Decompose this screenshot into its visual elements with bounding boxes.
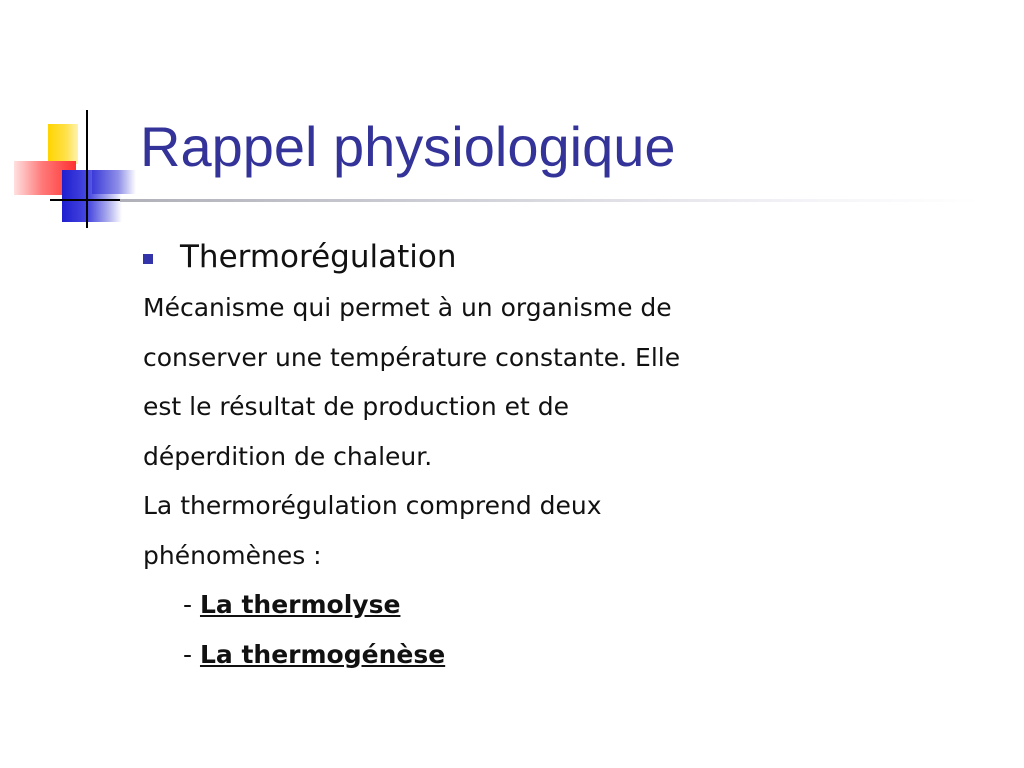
paragraph-line: La thermorégulation comprend deux	[143, 491, 602, 520]
thermolyse-link[interactable]: La thermolyse	[199, 590, 401, 619]
horizontal-line-decoration	[50, 199, 122, 201]
slide-content	[143, 234, 843, 679]
thermogenese-link[interactable]: La thermogénèse	[199, 639, 446, 669]
blue-fade-decoration	[92, 170, 136, 194]
slide-logo-decoration	[0, 0, 150, 240]
paragraph-line: Mécanisme qui permet à un organisme de	[143, 293, 672, 322]
paragraph-line: phénomènes :	[143, 540, 322, 570]
yellow-square-decoration	[48, 124, 78, 164]
sub-item-thermolyse	[143, 580, 843, 630]
sub-item-prefix: -	[183, 639, 200, 669]
sub-item-thermogenese	[143, 630, 843, 680]
title-underline-rule	[120, 199, 980, 202]
sub-item-prefix: -	[183, 590, 200, 619]
paragraph-line: est le résultat de production et de	[143, 392, 569, 421]
paragraph-line: déperdition de chaleur.	[143, 441, 433, 471]
slide-title: Rappel physiologique	[140, 115, 676, 178]
square-bullet-icon	[143, 254, 153, 264]
bullet-text: Thermorégulation	[180, 239, 457, 275]
vertical-line-decoration	[86, 110, 88, 228]
bullet-item	[143, 234, 843, 280]
paragraph-line: conserver une température constante. Elle	[143, 342, 681, 372]
